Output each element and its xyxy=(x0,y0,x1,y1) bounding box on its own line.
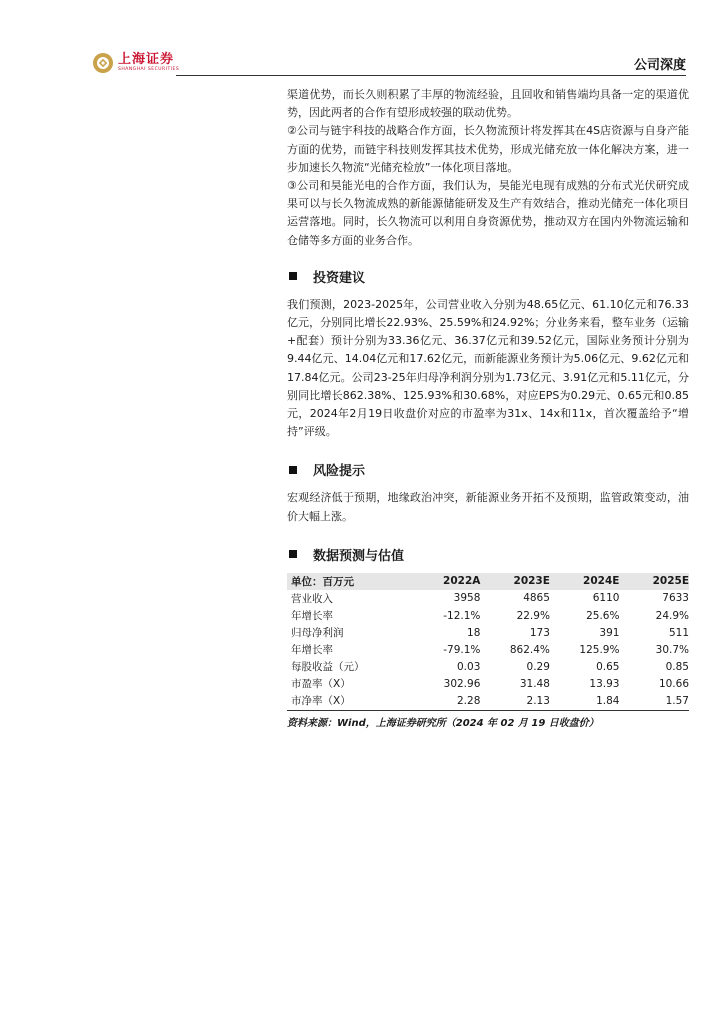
table-cell: 每股收益（元） xyxy=(291,661,365,674)
table-cell: 125.9% xyxy=(579,643,620,656)
table-cell: -12.1% xyxy=(443,609,481,622)
table-cell: 18 xyxy=(467,626,481,639)
table-cell: 年增长率 xyxy=(291,644,333,657)
section-invest-heading xyxy=(287,267,689,286)
table-cell: 市净率（X） xyxy=(287,692,411,710)
table-cell: 24.9% xyxy=(655,609,689,622)
table-cell: 归母净利润 xyxy=(291,627,344,640)
logo-emblem-icon xyxy=(92,52,114,74)
table-cell: 862.4% xyxy=(509,643,550,656)
logo-en-text: SHANGHAI SECURITIES xyxy=(118,67,180,72)
table-cell: 10.66 xyxy=(658,677,689,690)
table-row xyxy=(287,607,689,624)
section-risk-title: 风险提示 xyxy=(313,464,366,480)
table-cell: 7633 xyxy=(662,592,689,605)
table-row xyxy=(287,675,689,692)
table-cell: 3958 xyxy=(453,592,481,605)
table-cell: 0.03 xyxy=(457,660,481,673)
header-title: 公司深度 xyxy=(633,58,686,73)
square-bullet-icon xyxy=(289,272,297,280)
table-cell: 302.96 xyxy=(443,677,481,690)
table-header-cell: 2022A xyxy=(411,573,481,590)
table-row xyxy=(287,658,689,675)
section-invest-title: 投资建议 xyxy=(313,270,366,286)
table-row xyxy=(287,692,689,710)
invest-paragraph: 我们预测，2023-2025年，公司营业收入分别为48.65亿元、61.10亿元和76.33亿元，分别同比增长22.93%、25.59%和24.92%；分业务来看，整车业务（运输+配套）预计分别为33.36亿元、36.37亿元和39.52亿元，国际业务预计分别为9.44亿元、14.04亿元和17.62亿元，而新能源业务预计为5.06亿元、9.62亿元和17.84亿元。公司23-25年归母净利润分别为1.73亿元、3.91亿元和5.11亿元，分别同比增长862.38%、125.93%和30.68%，对应EPS为0.29元、0.65元和0.85元，2024年2月19日收盘价对应的市盈率为31x、14x和11x，首次覆盖给予“增持”评级。 xyxy=(287,297,689,439)
forecast-table xyxy=(287,573,689,711)
table-cell: 0.65 xyxy=(596,660,620,673)
table-cell: 511 xyxy=(668,626,689,639)
table-row xyxy=(287,624,689,641)
table-cell: 173 xyxy=(529,626,550,639)
table-cell: -79.1% xyxy=(443,643,481,656)
section-forecast-heading xyxy=(287,545,689,564)
logo-cn-text: 上海证券 xyxy=(118,52,175,67)
square-bullet-icon xyxy=(289,550,297,558)
table-cell: 2.28 xyxy=(411,692,481,710)
page-header xyxy=(0,0,724,80)
table-source-note: 资料来源：Wind，上海证券研究所（2024 年 02 月 19 日收盘价） xyxy=(287,717,599,729)
intro-paragraph-2: ②公司与链宇科技的战略合作方面，长久物流预计将发挥其在4S店资源与自身产能方面的优势，而链宇科技则发挥其技术优势，形成光储充放一体化解决方案，进一步加速长久物流“光储充检放”一体化项目落地。 xyxy=(287,124,689,174)
company-logo xyxy=(92,52,179,74)
table-row xyxy=(287,641,689,658)
table-cell: 4865 xyxy=(523,592,550,605)
table-cell: 营业收入 xyxy=(291,592,333,605)
table-cell: 0.29 xyxy=(526,660,550,673)
intro-paragraph-1: 渠道优势，而长久则积累了丰厚的物流经验，且回收和销售端均具备一定的渠道优势，因此两者的合作有望形成较强的联动优势。 xyxy=(287,88,689,120)
table-cell: 31.48 xyxy=(519,677,550,690)
table-cell: 0.85 xyxy=(665,660,689,673)
table-cell: 30.7% xyxy=(655,643,689,656)
table-cell: 1.57 xyxy=(619,692,689,710)
table-cell: 6110 xyxy=(592,592,620,605)
table-cell: 25.6% xyxy=(586,609,620,622)
square-bullet-icon xyxy=(289,466,297,474)
table-row xyxy=(287,590,689,607)
table-cell: 13.93 xyxy=(589,677,620,690)
table-cell: 391 xyxy=(599,626,620,639)
header-divider xyxy=(176,75,686,76)
table-cell: 1.84 xyxy=(550,692,620,710)
table-header-cell: 2023E xyxy=(480,573,550,590)
section-risk-heading xyxy=(287,460,689,479)
risk-paragraph: 宏观经济低于预期，地缘政治冲突，新能源业务开拓不及预期，监管政策变动，油价大幅上涨。 xyxy=(287,491,689,523)
table-cell: 2.13 xyxy=(480,692,550,710)
main-content xyxy=(287,86,689,729)
table-header-cell: 单位：百万元 xyxy=(287,573,411,590)
table-header-row xyxy=(287,573,689,590)
table-cell: 22.9% xyxy=(516,609,550,622)
table-cell: 市盈率（X） xyxy=(291,678,351,691)
table-cell: 年增长率 xyxy=(291,610,333,622)
table-header-cell: 2025E xyxy=(619,573,689,590)
intro-paragraph-3: ③公司和昊能光电的合作方面，我们认为，昊能光电现有成熟的分布式光伏研究成果可以与长久物流成熟的新能源储能研发及生产有效结合，推动光储充一体化项目运营落地。同时，长久物流可以利用自身资源优势，推动双方在国内外物流运输和仓储等多方面的业务合作。 xyxy=(287,179,689,247)
table-header-cell: 2024E xyxy=(550,573,620,590)
section-forecast-title: 数据预测与估值 xyxy=(313,548,405,564)
